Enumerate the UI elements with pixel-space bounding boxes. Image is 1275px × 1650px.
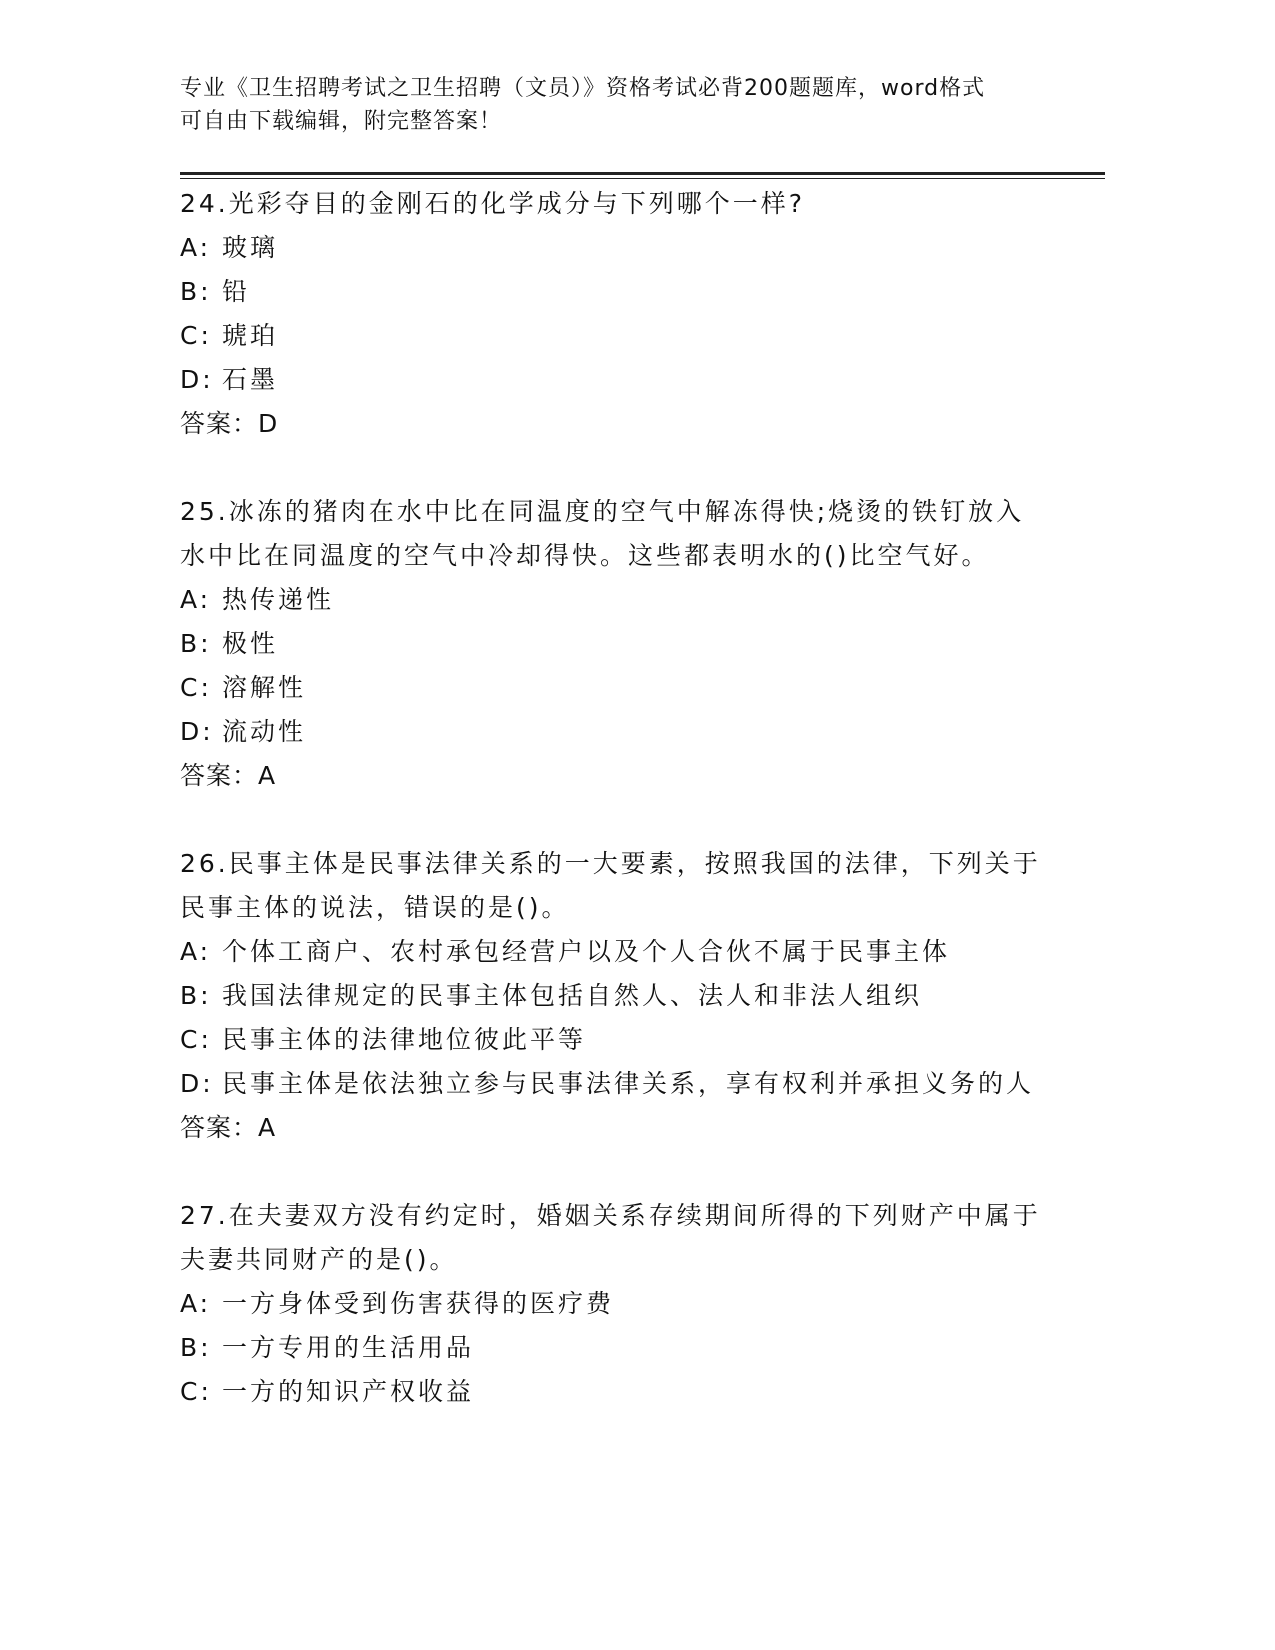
question-24 [180,182,1060,446]
option-letter: C: [180,1377,212,1406]
option-text: 个体工商户、农村承包经营户以及个人合伙不属于民事主体 [222,937,951,966]
question-text: 夫妻共同财产的是()。 [180,1245,458,1274]
option-d [180,358,1060,402]
option-b [180,622,1060,666]
option-letter: B: [180,1333,212,1362]
option-a [180,1282,1060,1326]
option-letter: A: [180,233,212,262]
option-letter: B: [180,629,212,658]
document-header [180,72,1060,138]
option-text: 铅 [222,277,251,306]
option-letter: A: [180,585,212,614]
answer-line: 答案：A [180,761,277,790]
question-27 [180,1194,1060,1414]
answer-line: 答案：D [180,409,279,438]
option-letter: B: [180,277,212,306]
option-letter: D: [180,365,214,394]
option-c [180,314,1060,358]
option-letter: D: [180,1069,214,1098]
option-a [180,226,1060,270]
question-text: 25.冰冻的猪肉在水中比在同温度的空气中解冻得快;烧烫的铁钉放入 [180,497,1025,526]
option-b [180,1326,1060,1370]
option-letter: C: [180,1025,212,1054]
option-letter: D: [180,717,214,746]
question-text: 民事主体的说法，错误的是()。 [180,893,570,922]
option-b [180,270,1060,314]
question-list [180,182,1060,1458]
option-a [180,930,1060,974]
option-letter: C: [180,673,212,702]
option-text: 一方身体受到伤害获得的医疗费 [222,1289,615,1318]
option-text: 热传递性 [222,585,335,614]
option-text: 琥珀 [222,321,279,350]
option-c [180,1018,1060,1062]
option-text: 我国法律规定的民事主体包括自然人、法人和非法人组织 [222,981,923,1010]
option-b [180,974,1060,1018]
option-letter: B: [180,981,212,1010]
question-text: 27.在夫妻双方没有约定时，婚姻关系存续期间所得的下列财产中属于 [180,1201,1041,1230]
option-text: 民事主体是依法独立参与民事法律关系，享有权利并承担义务的人 [222,1069,1035,1098]
option-a [180,578,1060,622]
question-text: 24.光彩夺目的金刚石的化学成分与下列哪个一样? [180,189,806,218]
header-divider-thin [180,178,1105,179]
header-line: 专业《卫生招聘考试之卫生招聘（文员）》资格考试必背200题题库，word格式 [180,76,986,101]
option-text: 一方的知识产权收益 [222,1377,475,1406]
option-letter: A: [180,937,212,966]
option-text: 石墨 [222,365,279,394]
option-letter: C: [180,321,212,350]
option-c [180,666,1060,710]
question-text: 水中比在同温度的空气中冷却得快。这些都表明水的()比空气好。 [180,541,990,570]
option-text: 玻璃 [222,233,279,262]
question-text: 26.民事主体是民事法律关系的一大要素，按照我国的法律，下列关于 [180,849,1041,878]
option-d [180,710,1060,754]
option-text: 民事主体的法律地位彼此平等 [222,1025,587,1054]
option-d [180,1062,1060,1106]
header-divider [180,172,1105,175]
option-text: 极性 [222,629,279,658]
option-letter: A: [180,1289,212,1318]
header-line: 可自由下载编辑，附完整答案！ [180,109,503,134]
question-25 [180,490,1060,798]
answer-line: 答案：A [180,1113,277,1142]
option-text: 一方专用的生活用品 [222,1333,475,1362]
question-26 [180,842,1060,1150]
option-text: 溶解性 [222,673,307,702]
option-c [180,1370,1060,1414]
option-text: 流动性 [222,717,307,746]
